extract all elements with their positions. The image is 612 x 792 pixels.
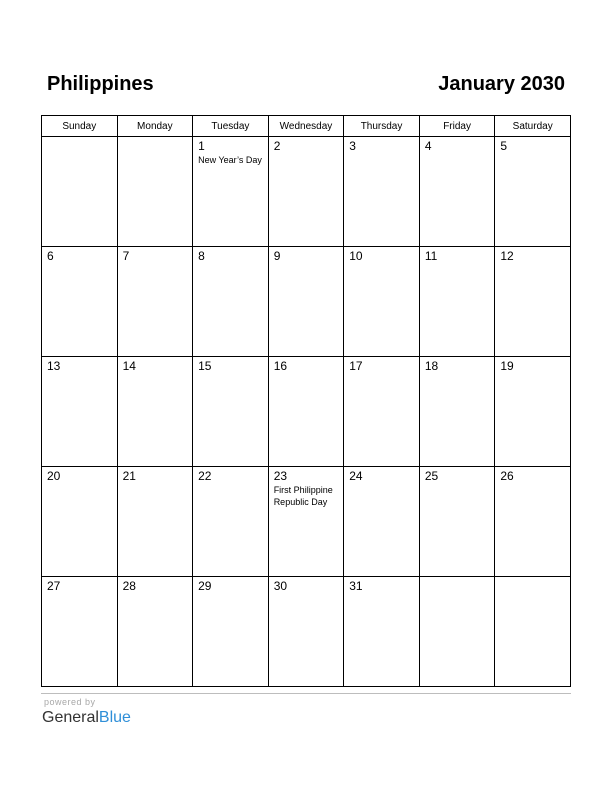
week-row-4: [42, 467, 571, 577]
day-number: 5: [500, 139, 508, 153]
day-cell: [344, 467, 420, 577]
day-cell: [495, 467, 571, 577]
day-number: 29: [198, 579, 212, 593]
day-cell: [42, 247, 118, 357]
day-cell: [268, 577, 344, 687]
day-cell: [117, 137, 193, 247]
day-cell: [117, 247, 193, 357]
week-row-5: [42, 577, 571, 687]
day-cell: [495, 137, 571, 247]
day-number: 6: [47, 249, 54, 263]
day-cell: [344, 357, 420, 467]
day-cell: [42, 467, 118, 577]
day-number: 14: [122, 359, 136, 373]
day-cell: [268, 247, 344, 357]
country-title: Philippines: [47, 73, 154, 95]
day-cell: [344, 247, 420, 357]
day-number: 22: [198, 469, 212, 483]
day-number: 24: [349, 469, 363, 483]
day-number: 9: [273, 249, 281, 263]
weekday-thursday: Thursday: [344, 116, 420, 137]
day-cell: [193, 577, 269, 687]
day-number: 11: [424, 249, 438, 263]
day-number: 26: [500, 469, 514, 483]
day-cell: [193, 247, 269, 357]
day-cell: [495, 577, 571, 687]
day-cell: [419, 577, 495, 687]
day-number: 13: [47, 359, 61, 373]
day-number: 20: [47, 469, 61, 483]
week-row-3: [42, 357, 571, 467]
day-number: 2: [273, 139, 281, 153]
holiday-label: First Philippine Republic Day: [273, 485, 333, 507]
day-number: 12: [500, 249, 514, 263]
day-cell: [268, 137, 344, 247]
day-cell: [495, 247, 571, 357]
day-number: 17: [349, 359, 363, 373]
footer-divider: [41, 693, 571, 694]
brand-general-text: General: [42, 709, 99, 726]
day-cell: [117, 577, 193, 687]
day-cell: [42, 137, 118, 247]
weekday-friday: Friday: [419, 116, 495, 137]
weekday-monday: Monday: [117, 116, 193, 137]
day-number: 8: [198, 249, 205, 263]
day-number: 23: [273, 469, 288, 483]
day-number: 7: [122, 249, 130, 263]
day-number: 1: [198, 139, 205, 153]
day-number: 10: [349, 249, 363, 263]
day-cell: [117, 357, 193, 467]
day-number: 15: [198, 359, 212, 373]
day-cell: [42, 357, 118, 467]
week-row-1: [42, 137, 571, 247]
weekday-saturday: Saturday: [495, 116, 571, 137]
generalblue-logo[interactable]: [42, 708, 131, 728]
day-number: 3: [349, 139, 356, 153]
day-cell: [193, 467, 269, 577]
day-cell: [193, 357, 269, 467]
weekday-wednesday: Wednesday: [268, 116, 344, 137]
holiday-label: New Year’s Day: [198, 155, 262, 165]
day-number: 16: [273, 359, 288, 373]
calendar-grid: [41, 115, 571, 687]
day-number: 4: [424, 139, 432, 153]
day-number: 21: [122, 469, 136, 483]
day-cell: [495, 357, 571, 467]
day-cell: [268, 467, 344, 577]
day-cell: [344, 137, 420, 247]
day-number: 31: [349, 579, 363, 593]
day-cell: [344, 577, 420, 687]
powered-by-text: powered by: [44, 697, 96, 707]
day-cell: [419, 247, 495, 357]
day-cell: [117, 467, 193, 577]
day-number: 18: [424, 359, 439, 373]
weekday-header-row: [42, 116, 571, 137]
day-cell: [419, 137, 495, 247]
day-number: 25: [424, 469, 439, 483]
month-title: January 2030: [438, 73, 565, 95]
day-cell: [42, 577, 118, 687]
day-cell: [193, 137, 269, 247]
day-cell: [419, 467, 495, 577]
day-cell: [419, 357, 495, 467]
day-number: 19: [500, 359, 514, 373]
day-number: 28: [122, 579, 136, 593]
weekday-sunday: Sunday: [42, 116, 118, 137]
day-cell: [268, 357, 344, 467]
day-number: 27: [47, 579, 61, 593]
weekday-tuesday: Tuesday: [193, 116, 269, 137]
day-number: 30: [273, 579, 288, 593]
week-row-2: [42, 247, 571, 357]
brand-blue-text: Blue: [98, 709, 131, 726]
